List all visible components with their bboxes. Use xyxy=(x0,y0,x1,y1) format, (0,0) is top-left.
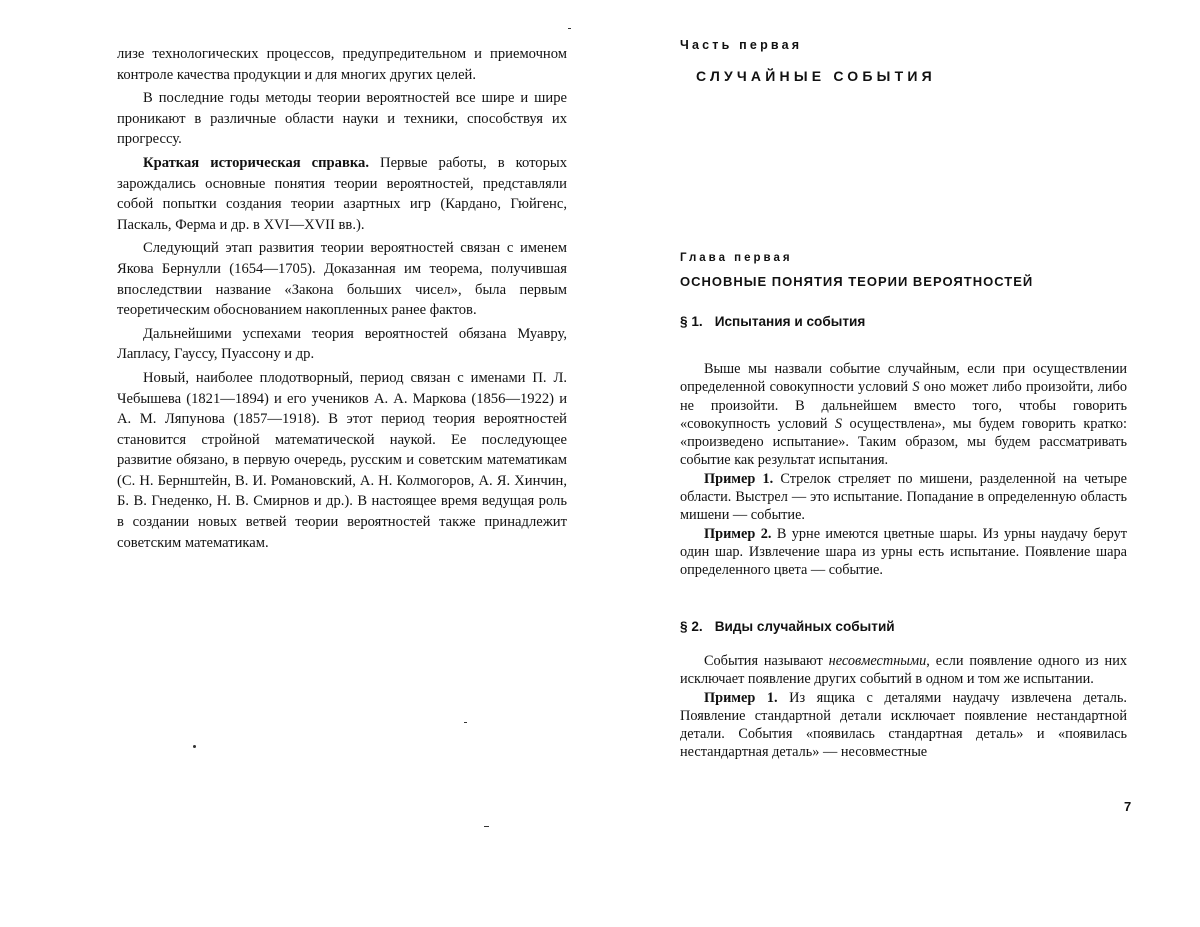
section-1-body xyxy=(680,360,1127,580)
chapter-title: ОСНОВНЫЕ ПОНЯТИЯ ТЕОРИИ ВЕРОЯТНОСТЕЙ xyxy=(680,274,1033,289)
section-2-heading xyxy=(680,619,895,634)
text-run: , если появление одного из них исключает появление других событий в одном и том же испытании. xyxy=(680,653,1127,687)
section-1-title: Испытания и события xyxy=(715,314,866,329)
text-run: Пример 1. xyxy=(704,690,778,706)
part-title: СЛУЧАЙНЫЕ СОБЫТИЯ xyxy=(696,68,936,84)
section-2-body xyxy=(680,652,1127,762)
text-run: Пример 2. xyxy=(704,526,771,542)
text-run: Пример 1. xyxy=(704,471,773,487)
scan-speck xyxy=(464,722,467,723)
section-paragraph xyxy=(680,689,1127,762)
left-paragraph xyxy=(117,88,567,150)
left-page xyxy=(0,0,600,927)
left-paragraph xyxy=(117,324,567,365)
section-1-heading xyxy=(680,314,865,329)
text-run: оно может либо произойти, либо не произойти. В дальнейшем вместо того, чтобы говорить «совокупность условий xyxy=(680,379,1127,432)
text-run: осуществлена», мы будем говорить кратко: «произведено испытание». Таким образом, мы будем рассматривать событие как результат испытания. xyxy=(680,416,1127,469)
text-run: Из ящика с деталями наудачу извлечена деталь. Появление стандартной детали исключает появление нестандартной детали. События «появилась стандартная деталь» и «появилась нестандартная деталь» — несовместные xyxy=(680,690,1127,761)
paragraph-text: Первые работы, в которых зарождались основные понятия теории вероятностей, представляли собой попытки создания теории азартных игр (Кардано, Гюйгенс, Паскаль, Ферма и др. в XVI—XVII вв.). xyxy=(117,155,567,233)
paragraph-lead: Краткая историческая справка. xyxy=(143,155,369,171)
section-paragraph xyxy=(680,525,1127,580)
text-run: Выше мы назвали событие случайным, если при осуществлении определенной совокупности условий xyxy=(680,361,1127,395)
section-paragraph xyxy=(680,360,1127,470)
paragraph-text: Новый, наиболее плодотворный, период связан с именами П. Л. Чебышева (1821—1894) и его учеников А. А. Маркова (1856—1922) и А. М. Ляпунова (1857—1918). В этот период теория вероятностей становится стройной математической наукой. Ее последующее развитие обязано, в первую очередь, русским и советским математикам (С. Н. Бернштейн, В. И. Романовский, А. Н. Колмогоров, А. Я. Хинчин, Б. В. Гнеденко, Н. В. Смирнов и др.). В настоящее время ведущая роль в создании новых ветвей теории вероятностей также принадлежит советским математикам. xyxy=(117,370,567,551)
text-run: В урне имеются цветные шары. Из урны наудачу берут один шар. Извлечение шара из урны есть испытание. Появление шара определенного цвета — событие. xyxy=(680,526,1127,579)
section-2-mark: § 2. xyxy=(680,619,703,634)
paragraph-text: лизе технологических процессов, предупредительном и приемочном контроле качества продукции и для многих других целей. xyxy=(117,46,567,83)
scan-speck xyxy=(193,745,196,748)
part-label: Часть первая xyxy=(680,38,802,52)
scan-speck xyxy=(568,28,571,29)
book-spread xyxy=(0,0,1200,927)
paragraph-text: В последние годы методы теории вероятностей все шире и шире проникают в различные области науки и техники, способствуя их прогрессу. xyxy=(117,90,567,147)
text-run: События называют xyxy=(704,653,829,669)
text-run: S xyxy=(835,416,842,432)
left-paragraph xyxy=(117,153,567,235)
paragraph-text: Следующий этап развития теории вероятностей связан с именем Якова Бернулли (1654—1705). Доказанная им теорема, получившая впоследствии название «Закона больших чисел», была первым теоретическим обоснованием накопленных ранее фактов. xyxy=(117,240,567,318)
chapter-label: Глава первая xyxy=(680,252,793,264)
page-number: 7 xyxy=(1124,799,1131,814)
section-paragraph xyxy=(680,652,1127,689)
left-paragraph xyxy=(117,368,567,553)
text-run: несовместными xyxy=(829,653,927,669)
left-page-text xyxy=(117,44,567,556)
paragraph-text: Дальнейшими успехами теория вероятностей обязана Муавру, Лапласу, Гауссу, Пуассону и др. xyxy=(117,326,567,363)
text-run: Стрелок стреляет по мишени, разделенной на четыре области. Выстрел — это испытание. Попадание в определенную область мишени — событие. xyxy=(680,471,1127,524)
section-2-title: Виды случайных событий xyxy=(715,619,895,634)
section-1-mark: § 1. xyxy=(680,314,703,329)
text-run: S xyxy=(912,379,919,395)
section-paragraph xyxy=(680,470,1127,525)
left-paragraph xyxy=(117,238,567,320)
left-paragraph xyxy=(117,44,567,85)
scan-speck xyxy=(484,826,489,827)
